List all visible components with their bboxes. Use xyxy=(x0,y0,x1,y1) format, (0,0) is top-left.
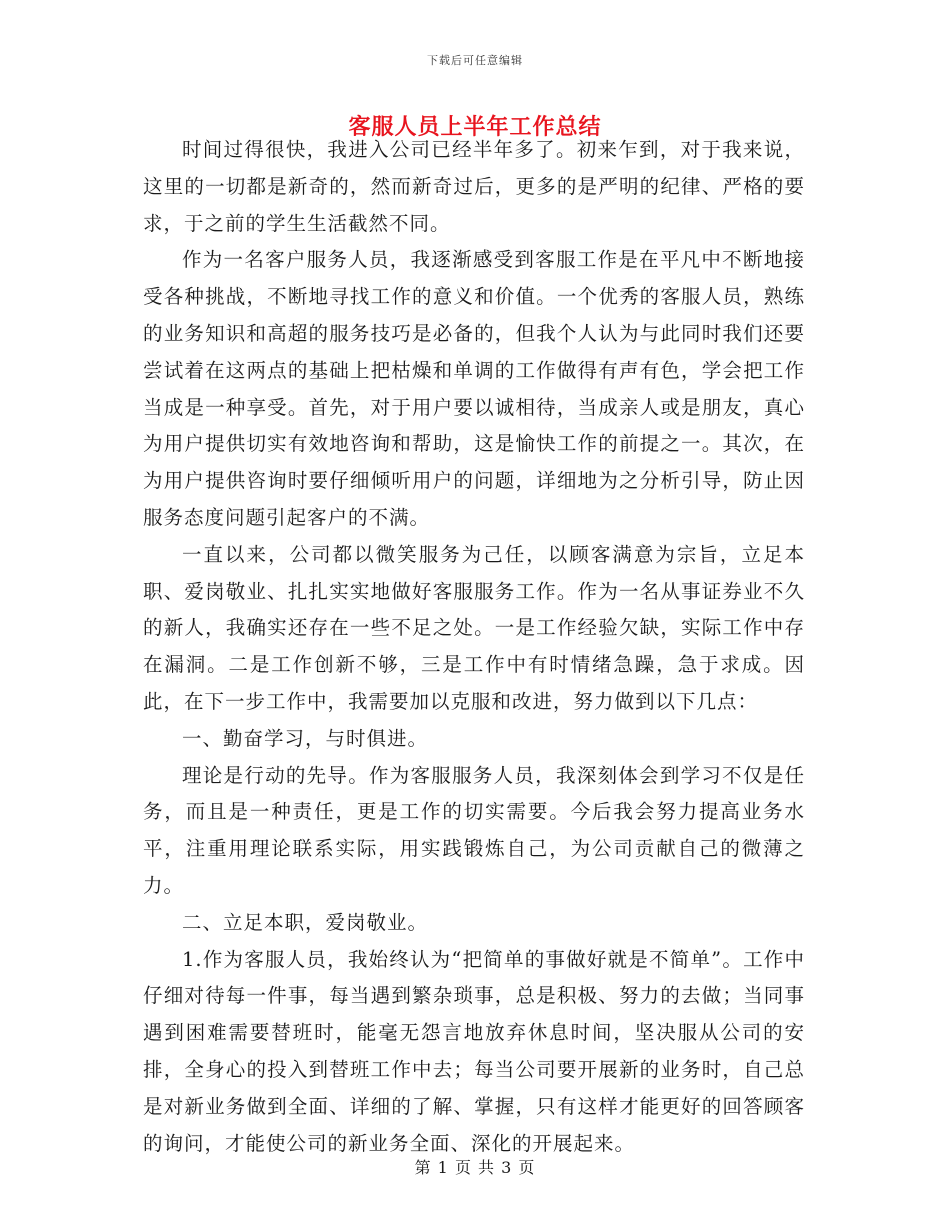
section-heading-study: 一、勤奋学习，与时俱进。 xyxy=(182,726,429,750)
document-body xyxy=(143,132,805,1162)
paragraph-role: 作为一名客户服务人员，我逐渐感受到客服工作是在平凡中不断地接受各种挑战，不断地寻找工作的意义和价值。一个优秀的客服人员，熟练的业务知识和高超的服务技巧是必备的，但我个人认为与此同时我们还要尝试着在这两点的基础上把枯燥和单调的工作做得有声有色，学会把工作当成是一种享受。首先，对于用户要以诚相待，当成亲人或是朋友，真心为用户提供切实有效地咨询和帮助，这是愉快工作的前提之一。其次，在为用户提供咨询时要仔细倾听用户的问题，详细地为之分析引导，防止因服务态度问题引起客户的不满。 xyxy=(143,248,805,529)
paragraph-shortcomings: 一直以来，公司都以微笑服务为己任，以顾客满意为宗旨，立足本职、爱岗敬业、扎扎实实地做好客服服务工作。作为一名从事证券业不久的新人，我确实还存在一些不足之处。一是工作经验欠缺，实际工作中存在漏洞。二是工作创新不够，三是工作中有时情绪急躁，急于求成。因此，在下一步工作中，我需要加以克服和改进，努力做到以下几点： xyxy=(143,542,805,713)
document-title: 客服人员上半年工作总结 xyxy=(348,114,602,140)
page-number: 第 1 页 共 3 页 xyxy=(414,1158,536,1177)
section-heading-dedication: 二、立足本职，爱岗敬业。 xyxy=(182,910,429,934)
header-note: 下载后可任意编辑 xyxy=(427,54,523,67)
paragraph-intro: 时间过得很快，我进入公司已经半年多了。初来乍到，对于我来说，这里的一切都是新奇的，然而新奇过后，更多的是严明的纪律、严格的要求，于之前的学生生活截然不同。 xyxy=(143,138,805,235)
paragraph-dedication-1: 1.作为客服人员，我始终认为“把简单的事做好就是不简单”。工作中仔细对待每一件事，每当遇到繁杂琐事，总是积极、努力的去做；当同事遇到困难需要替班时，能毫无怨言地放弃休息时间，坚决服从公司的安排，全身心的投入到替班工作中去；每当公司要开展新的业务时，自己总是对新业务做到全面、详细的了解、掌握，只有这样才能更好的回答顾客的询问，才能使公司的新业务全面、深化的开展起来。 xyxy=(143,947,805,1155)
paragraph-study: 理论是行动的先导。作为客服服务人员，我深刻体会到学习不仅是任务，而且是一种责任，更是工作的切实需要。今后我会努力提高业务水平，注重用理论联系实际，用实践锻炼自己，为公司贡献自己的微薄之力。 xyxy=(143,763,805,897)
